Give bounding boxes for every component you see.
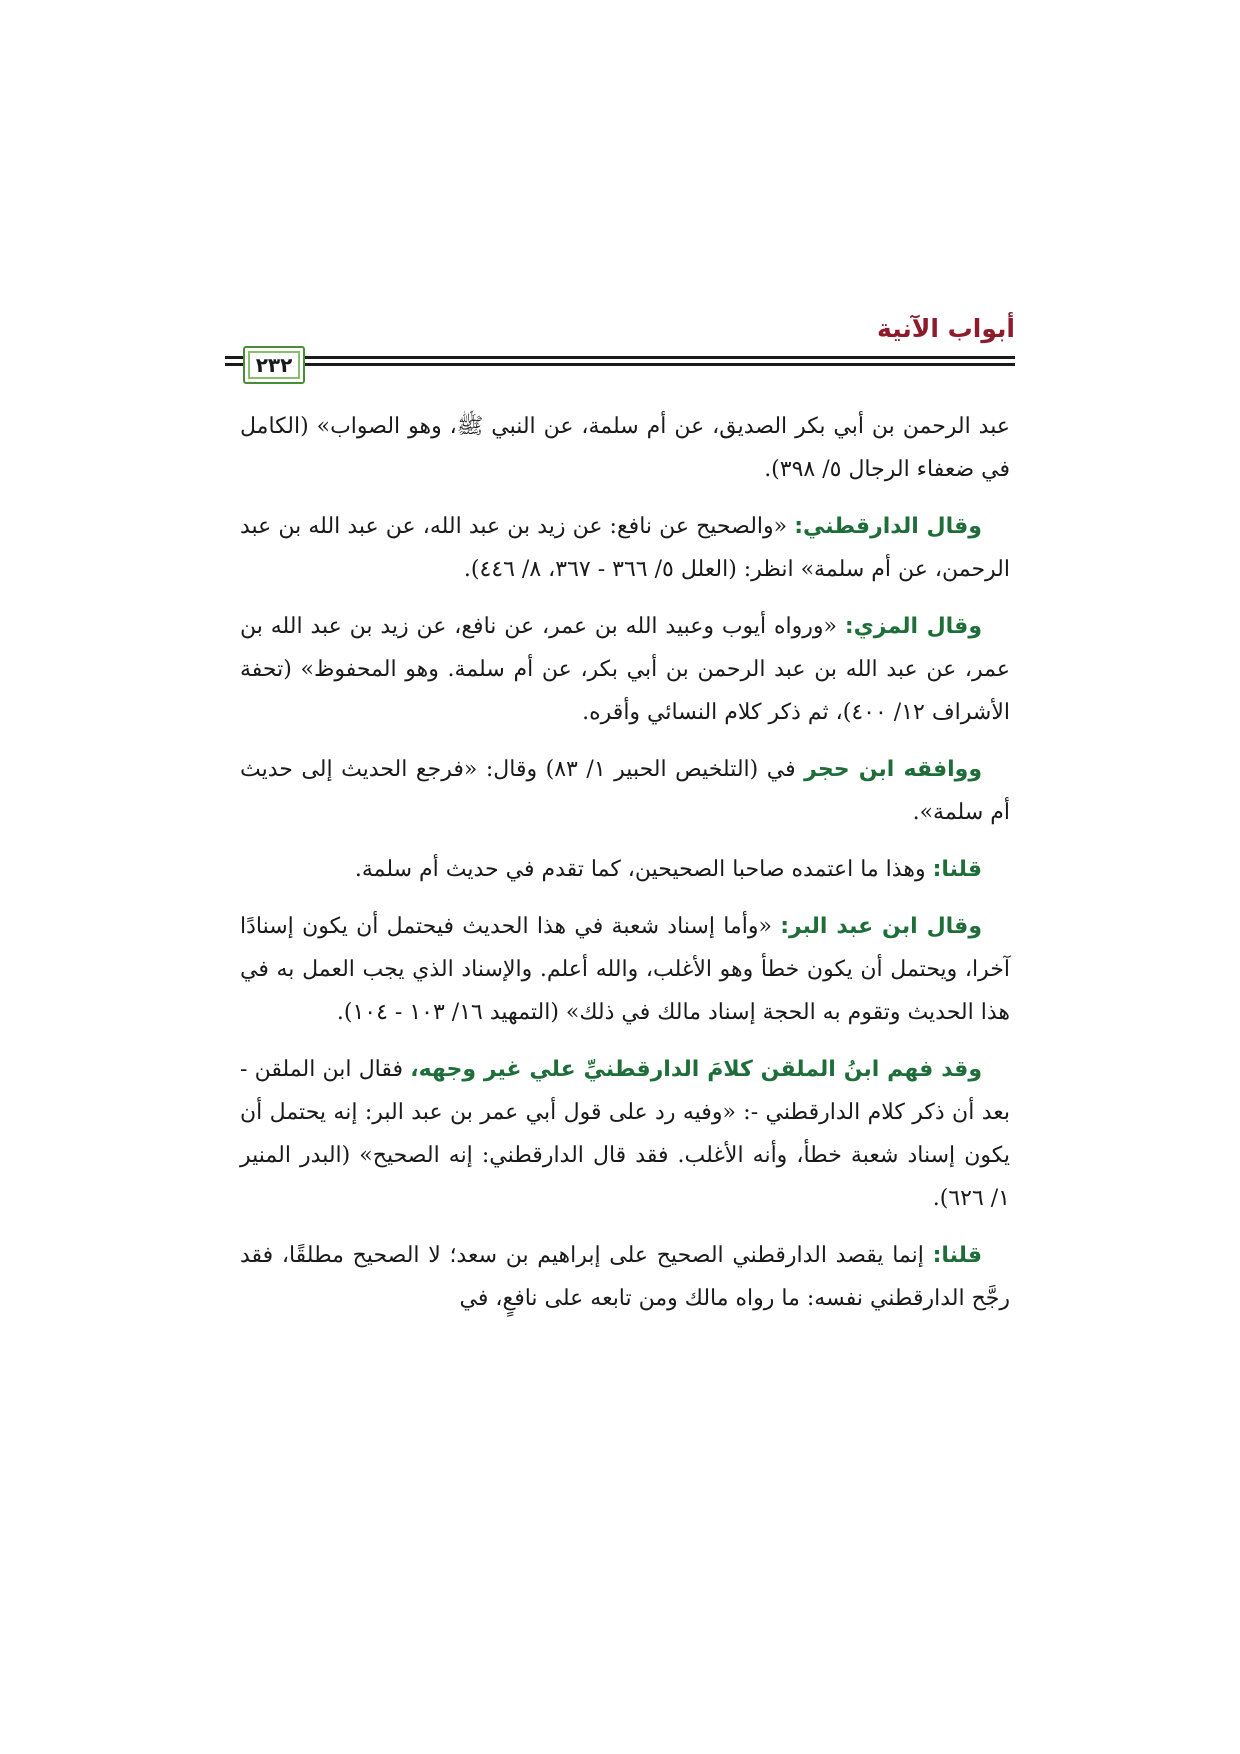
- paragraph-text: «وأما إسناد شعبة في هذا الحديث فيحتمل أن يكون إسنادًا آخرا، ويحتمل أن يكون خطأ وهو الأغلب، والله أعلم. والإسناد الذي يجب العمل به في هذا الحديث وتقوم به الحجة إسناد مالك في ذلك» (التمهيد ١٦/ ١٠٣ - ١٠٤).: [240, 914, 1010, 1025]
- page-number-frame: [243, 346, 305, 384]
- paragraph: [240, 505, 1010, 591]
- paragraph: [240, 605, 1010, 734]
- paragraph: [240, 905, 1010, 1034]
- chapter-title: أبواب الآنية: [877, 314, 1015, 343]
- paragraph-lead: وقال المزي:: [844, 614, 982, 639]
- text-body: [240, 405, 1010, 1334]
- paragraph-lead: وقال ابن عبد البر:: [780, 914, 983, 939]
- paragraph-lead: ووافقه ابن حجر: [804, 757, 983, 782]
- paragraph-lead: قلنا:: [932, 857, 982, 882]
- paragraph: [240, 1234, 1010, 1320]
- header-rule: [225, 363, 1015, 366]
- paragraph-lead: وقد فهم ابنُ الملقن كلامَ الدارقطنيِّ علي غير وجهه،: [410, 1057, 982, 1082]
- paragraph: [240, 405, 1010, 491]
- paragraph-text: فقال ابن الملقن - بعد أن ذكر كلام الدارقطني -: «وفيه رد على قول أبي عمر بن عبد البر: إنه يحتمل أن يكون إسناد شعبة خطأ، وأنه الأغلب. فقد قال الدارقطني: إنه الصحيح» (البدر المنير ١/ ٦٢٦).: [240, 1057, 1010, 1211]
- paragraph: [240, 1048, 1010, 1220]
- page-header: [225, 300, 1015, 390]
- page-number: ٢٣٢: [255, 353, 293, 377]
- paragraph-text: في (التلخيص الحبير ١/ ٨٣) وقال: «فرجع الحديث إلى حديث أم سلمة».: [240, 757, 1010, 825]
- paragraph-text: وهذا ما اعتمده صاحبا الصحيحين، كما تقدم في حديث أم سلمة.: [354, 857, 933, 882]
- paragraph-text: عبد الرحمن بن أبي بكر الصديق، عن أم سلمة، عن النبي ﷺ، وهو الصواب» (الكامل في ضعفاء الرجال ٥/ ٣٩٨).: [240, 414, 1010, 482]
- paragraph-text: «ورواه أيوب وعبيد الله بن عمر، عن نافع، عن زيد بن عبد الله بن عمر، عن عبد الله بن عبد الرحمن بن أبي بكر، عن أم سلمة. وهو المحفوظ» (تحفة الأشراف ١٢/ ٤٠٠)، ثم ذكر كلام النسائي وأقره.: [240, 614, 1010, 725]
- paragraph: [240, 748, 1010, 834]
- paragraph: [240, 848, 1010, 891]
- paragraph-lead: وقال الدارقطني:: [794, 514, 982, 539]
- paragraph-text: «والصحيح عن نافع: عن زيد بن عبد الله، عن عبد الله بن عبد الرحمن، عن أم سلمة» انظر: (العلل ٥/ ٣٦٦ - ٣٦٧، ٨/ ٤٤٦).: [240, 514, 1010, 582]
- header-rule: [225, 356, 1015, 359]
- paragraph-text: إنما يقصد الدارقطني الصحيح على إبراهيم بن سعد؛ لا الصحيح مطلقًا، فقد رجَّح الدارقطني نفسه: ما رواه مالك ومن تابعه على نافعٍ، في: [240, 1243, 1010, 1311]
- paragraph-lead: قلنا:: [932, 1243, 982, 1268]
